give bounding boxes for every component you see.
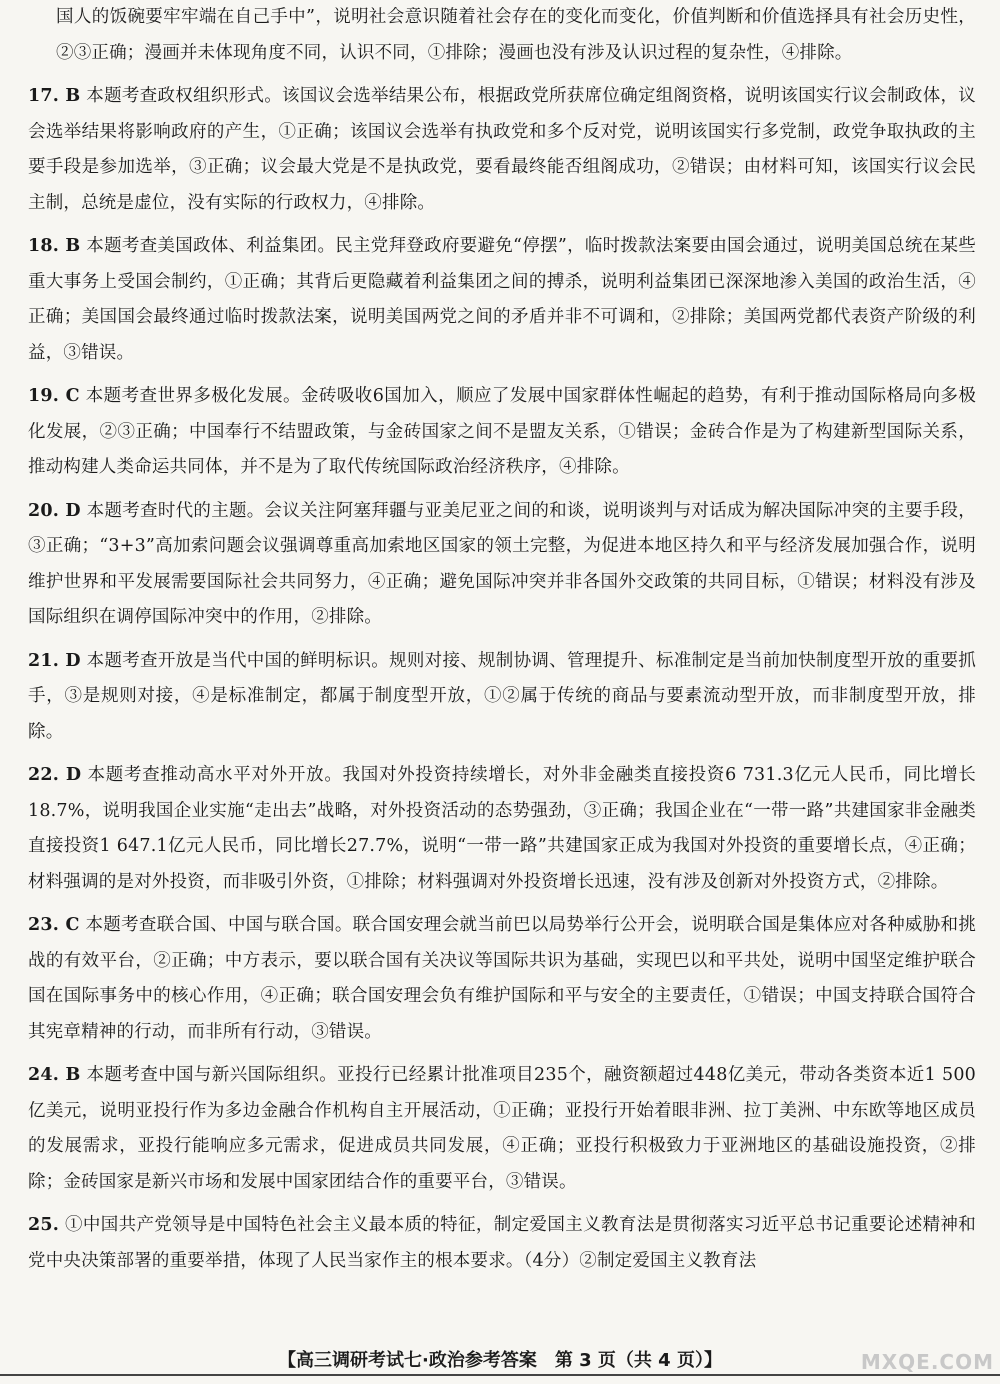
question-number: 19. C: [28, 386, 80, 406]
answer-18: [28, 229, 976, 371]
paragraph-text: 本题考查美国政体、利益集团。民主党拜登政府要避免“停摆”，临时拨款法案要由国会通过，说明美国总统在某些重大事务上受国会制约，①正确；其背后更隐藏着利益集团之间的搏杀，说明利益集团已深深地渗入美国的政治生活，④正确；美国国会最终通过临时拨款法案，说明美国两党之间的矛盾并非不可调和，②排除；美国两党都代表资产阶级的利益，③错误。: [28, 236, 977, 363]
question-number: 22. D: [28, 765, 82, 785]
answer-20: [28, 494, 976, 636]
paragraph-text: 本题考查开放是当代中国的鲜明标识。规则对接、规制协调、管理提升、标准制定是当前加快制度型开放的重要抓手，③是规则对接，④是标准制定，都属于制度型开放，①②属于传统的商品与要素流动型开放，而非制度型开放，排除。: [28, 650, 977, 742]
page-footer: 【高三调研考试七·政治参考答案 第 3 页（共 4 页）】: [278, 1350, 722, 1371]
question-number: 20. D: [28, 500, 81, 521]
question-number: 18. B: [28, 236, 81, 256]
answer-25: [28, 1208, 976, 1279]
question-number: 24. B: [28, 1065, 81, 1085]
paragraph-text: 国人的饭碗要牢牢端在自己手中”，说明社会意识随着社会存在的变化而变化，价值判断和价值选择具有社会历史性，②③正确；漫画并未体现角度不同，认识不同，①排除；漫画也没有涉及认识过程的复杂性，④排除。: [56, 7, 976, 63]
paragraph-16-continued: [28, 0, 976, 71]
question-number: 25.: [28, 1215, 60, 1235]
paragraph-text: 本题考查世界多极化发展。金砖吸收6国加入，顺应了发展中国家群体性崛起的趋势，有利于推动国际格局向多极化发展，②③正确；中国奉行不结盟政策，与金砖国家之间不是盟友关系，①错误；金砖合作是为了构建新型国际关系，推动构建人类命运共同体，并不是为了取代传统国际政治经济秩序，④排除。: [28, 386, 977, 477]
answer-22: [28, 758, 976, 900]
question-number: 17. B: [28, 86, 81, 106]
paragraph-text: 本题考查政权组织形式。该国议会选举结果公布，根据政党所获席位确定组阁资格，说明该国实行议会制政体，议会选举结果将影响政府的产生，①正确；该国议会选举有执政党和多个反对党，说明该国实行多党制，政党争取执政的主要手段是参加选举，③正确；议会最大党是不是执政党，要看最终能否组阁成功，②错误；由材料可知，该国实行议会民主制，总统是虚位，没有实际的行政权力，④排除。: [28, 86, 976, 213]
answer-21: [28, 644, 976, 751]
paragraph-text: 本题考查中国与新兴国际组织。亚投行已经累计批准项目235个，融资额超过448亿美元，带动各类资本近1 500亿美元，说明亚投行作为多边金融合作机构自主开展活动，①正确；亚投行开始着眼非洲、拉丁美洲、中东欧等地区成员的发展需求，亚投行能响应多元需求，促进成员共同发展，④正确；亚投行积极致力于亚洲地区的基础设施投资，②排除；金砖国家是新兴市场和发展中国家团结合作的重要平台，③错误。: [28, 1065, 976, 1192]
answer-page: [28, 0, 976, 1287]
paragraph-text: 本题考查推动高水平对外开放。我国对外投资持续增长，对外非金融类直接投资6 731.3亿元人民币，同比增长18.7%，说明我国企业实施“走出去”战略，对外投资活动的态势强劲，③正确；我国企业在“一带一路”共建国家非金融类直接投资1 647.1亿元人民币，同比增长27.7%，说明“一带一路”共建国家正成为我国对外投资的重要增长点，④正确；材料强调的是对外投资，而非吸引外资，①排除；材料强调对外投资增长迅速，没有涉及创新对外投资方式，②排除。: [28, 765, 976, 892]
footer-divider: [0, 1374, 1000, 1376]
answer-19: [28, 379, 976, 486]
paragraph-text: 本题考查联合国、中国与联合国。联合国安理会就当前巴以局势举行公开会，说明联合国是集体应对各种威胁和挑战的有效平台，②正确；中方表示，要以联合国有关决议等国际共识为基础，实现巴以和平共处，说明中国坚定维护联合国在国际事务中的核心作用，④正确；联合国安理会负有维护国际和平与安全的主要责任，①错误；中国支持联合国符合其宪章精神的行动，而非所有行动，③错误。: [28, 915, 977, 1042]
answer-23: [28, 908, 976, 1050]
watermark-logo: MXQE.COM: [860, 1350, 994, 1374]
answer-24: [28, 1058, 976, 1200]
answer-17: [28, 79, 976, 221]
paragraph-text: 本题考查时代的主题。会议关注阿塞拜疆与亚美尼亚之间的和谈，说明谈判与对话成为解决国际冲突的主要手段，③正确；“3+3”高加索问题会议强调尊重高加索地区国家的领土完整，为促进本地区持久和平与经济发展加强合作，说明维护世界和平发展需要国际社会共同努力，④正确；避免国际冲突并非各国外交政策的共同目标，①错误；材料没有涉及国际组织在调停国际冲突中的作用，②排除。: [28, 500, 977, 627]
question-number: 21. D: [28, 650, 81, 671]
question-number: 23. C: [28, 915, 80, 935]
paragraph-text: ①中国共产党领导是中国特色社会主义最本质的特征，制定爱国主义教育法是贯彻落实习近平总书记重要论述精神和党中央决策部署的重要举措，体现了人民当家作主的根本要求。（4分）②制定爱国主义教育法: [28, 1215, 976, 1271]
